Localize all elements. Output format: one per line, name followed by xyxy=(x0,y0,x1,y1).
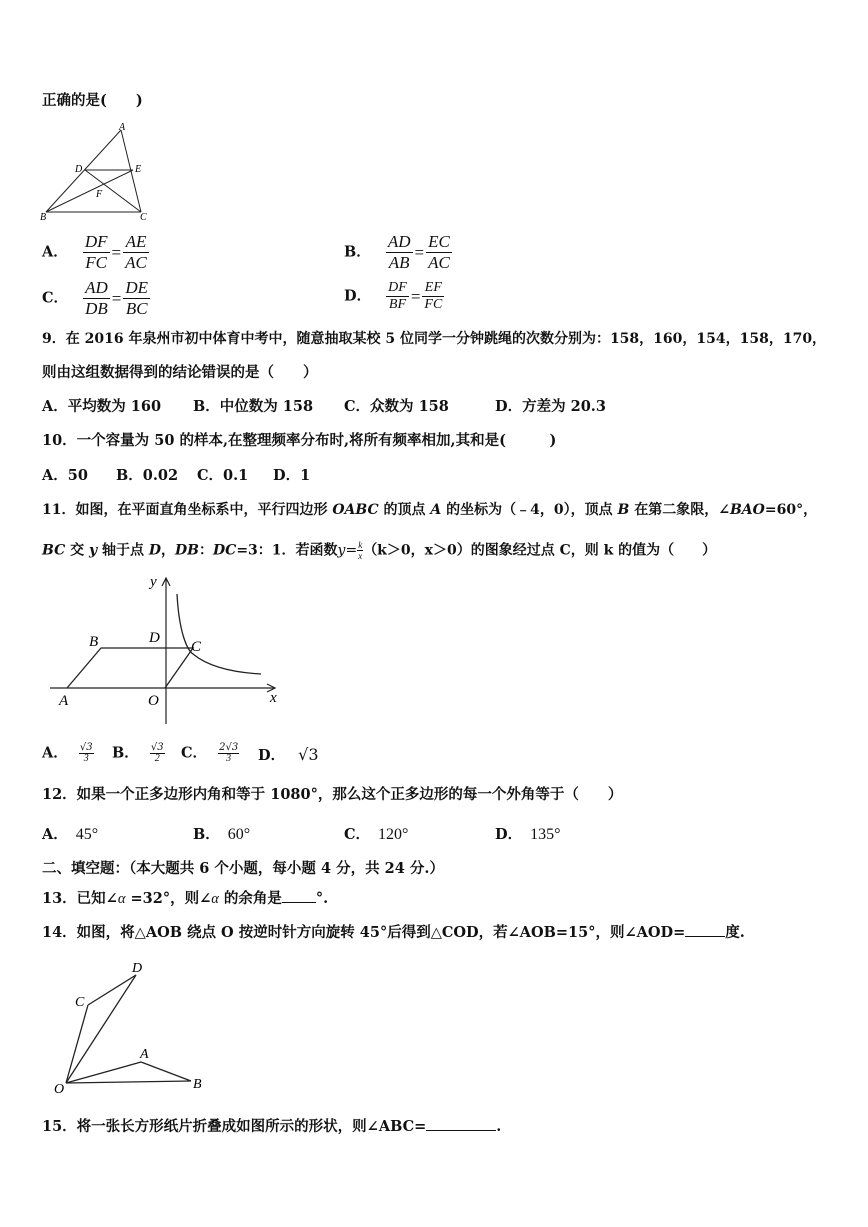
q14-label-o: O xyxy=(54,1082,65,1097)
q8-label-d: D xyxy=(75,164,83,175)
q11-option-b[interactable]: B． $\frac{√3}{2}$ xyxy=(112,742,164,764)
q11-option-a[interactable]: A． $\frac{√3}{3}$ xyxy=(42,742,93,764)
q15-stem: 15．将一张长方形纸片折叠成如图所示的形状，则∠ABC= . xyxy=(42,1118,502,1135)
q11-label-c: C xyxy=(191,639,202,655)
q9-option-b[interactable]: B．中位数为 158 xyxy=(193,398,314,415)
q8-option-d[interactable]: D． $\frac{DF}{BF}$ = $\frac{EF}{FC}$ xyxy=(344,280,443,312)
q14-label-a: A xyxy=(140,1047,149,1062)
q11-label-b: B xyxy=(89,634,99,650)
q13-stem: 13．已知∠α =32°，则∠α 的余角是 °. xyxy=(42,890,329,907)
q11-label-y: y xyxy=(150,574,157,590)
q8-option-c[interactable]: C． $\frac{AD}{DB}$ = $\frac{DE}{BC}$ xyxy=(42,278,149,318)
q12-stem: 12．如果一个正多边形内角和等于 1080°，那么这个正多边形的每一个外角等于（ ） xyxy=(42,786,623,803)
q12-option-d[interactable]: D． 135° xyxy=(495,826,561,843)
q8-triangle-figure xyxy=(38,120,158,225)
q14-label-c: C xyxy=(75,995,85,1010)
q12-option-b[interactable]: B． 60° xyxy=(193,826,251,843)
q11-label-x: x xyxy=(270,690,277,706)
q15-answer-blank[interactable] xyxy=(426,1116,496,1131)
q11-label-a: A xyxy=(59,693,69,709)
q11-coordinate-figure xyxy=(45,572,290,732)
q12-option-c[interactable]: C． 120° xyxy=(344,826,409,843)
q8-stem: 正确的是( ) xyxy=(42,92,143,109)
q9-line1: 9．在 2016 年泉州市初中体育中考中，随意抽取某校 5 位同学一分钟跳绳的次数分别为：158，160，154，158，170， xyxy=(42,331,827,347)
section-fill-in-heading: 二、填空题：（本大题共 6 个小题，每小题 4 分，共 24 分.） xyxy=(42,860,444,877)
q14-rotation-figure xyxy=(48,955,218,1100)
q11-label-o: O xyxy=(148,693,159,709)
q10-stem: 10．一个容量为 50 的样本,在整理频率分布时,将所有频率相加,其和是( ) xyxy=(42,432,557,449)
q11-label-d: D xyxy=(149,630,160,646)
q14-stem: 14．如图，将△AOB 绕点 O 按逆时针方向旋转 45°后得到△COD，若∠AOB=15°，则∠AOD= 度. xyxy=(42,924,745,941)
q8-label-a: A xyxy=(119,122,126,133)
q8-option-b[interactable]: B． $\frac{AD}{AB}$ = $\frac{EC}{AC}$ xyxy=(344,232,450,272)
q13-answer-blank[interactable] xyxy=(282,888,316,903)
q11-option-d[interactable]: D． √3 xyxy=(258,745,319,764)
q11-option-c[interactable]: C． $\frac{2√3}{3}$ xyxy=(181,742,239,764)
q8-label-b: B xyxy=(40,212,47,223)
q10-option-d[interactable]: D．1 xyxy=(273,467,311,484)
q8-option-a[interactable]: A． $\frac{DF}{FC}$ = $\frac{AE}{AC}$ xyxy=(42,232,147,272)
q10-option-a[interactable]: A．50 xyxy=(42,467,88,484)
q8-label-e: E xyxy=(135,164,142,175)
q9-option-d[interactable]: D．方差为 20.3 xyxy=(495,398,606,415)
q11-line1: 11．如图，在平面直角坐标系中，平行四边形 OABC 的顶点 A 的坐标为（﹣4，0），顶点 B 在第二象限，∠BAO=60°， xyxy=(42,502,818,518)
q10-option-b[interactable]: B．0.02 xyxy=(116,467,179,484)
q9-option-a[interactable]: A．平均数为 160 xyxy=(42,398,162,415)
q8-label-f: F xyxy=(96,189,103,200)
q14-label-d: D xyxy=(132,961,143,976)
q8-label-c: C xyxy=(140,212,147,223)
q14-label-b: B xyxy=(193,1077,202,1092)
q10-option-c[interactable]: C．0.1 xyxy=(197,467,249,484)
q9-option-c[interactable]: C．众数为 158 xyxy=(344,398,449,415)
q12-option-a[interactable]: A． 45° xyxy=(42,826,99,843)
q9-line2: 则由这组数据得到的结论错误的是（ ） xyxy=(42,364,318,381)
q11-line2: BC 交 y 轴于点 D，DB：DC=3：1．若函数y= $\frac{k}{x}$ （k＞0，x＞0）的图象经过点 C，则 k 的值为（ ） xyxy=(42,540,717,561)
q14-answer-blank[interactable] xyxy=(685,922,725,937)
